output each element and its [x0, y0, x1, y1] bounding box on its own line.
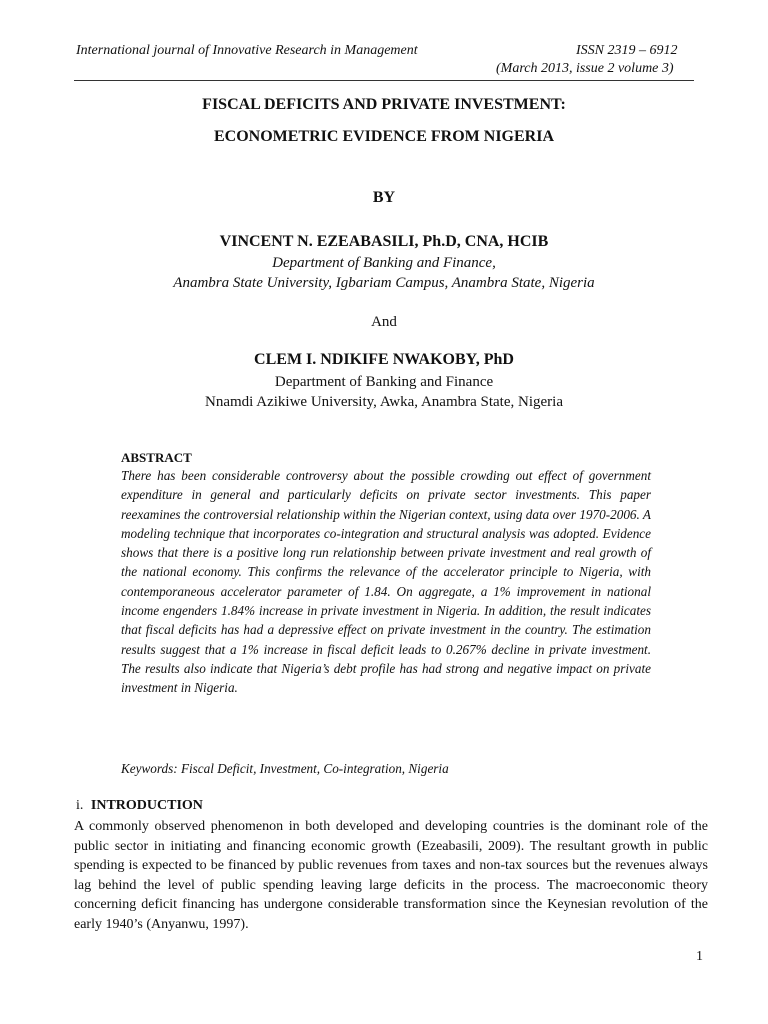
- author-1-name: VINCENT N. EZEABASILI, Ph.D, CNA, HCIB: [219, 233, 549, 250]
- introduction-heading: [76, 798, 203, 814]
- author-2-university: Nnamdi Azikiwe University, Awka, Anambra State, Nigeria: [205, 394, 563, 410]
- abstract-section: [121, 450, 651, 698]
- author-2-name: CLEM I. NDIKIFE NWAKOBY, PhD: [254, 351, 514, 368]
- title-line-1: FISCAL DEFICITS AND PRIVATE INVESTMENT:: [202, 96, 566, 113]
- introduction-text: A commonly observed phenomenon in both developed and developing countries is the dominant role of the public sector in initiating and financing economic growth (Ezeabasili, 2009). The resultant growth in public spending is expected to be financed by public revenues from taxes and non-tax sources but the revenues always lag behind the level of public spending leaving large deficits in the process. The macroeconomic theory concerning deficit financing has undergone considerable transformation since the Keynesian revolution of the early 1940’s (Anyanwu, 1997).: [74, 819, 708, 932]
- by-label: BY: [372, 189, 396, 206]
- issn: ISSN 2319 – 6912: [576, 43, 678, 58]
- and-separator: And: [371, 314, 397, 330]
- author-1-department: Department of Banking and Finance,: [272, 255, 496, 271]
- keywords: Keywords: Fiscal Deficit, Investment, Co-integration, Nigeria: [121, 761, 449, 776]
- journal-name: International journal of Innovative Research in Management: [76, 43, 418, 58]
- abstract-text: There has been considerable controversy about the possible crowding out effect of government expenditure in general and particularly deficits on private sector investments. This paper reexamines the controversial relationship within the Nigerian context, using data over 1970-2006. A modeling technique that incorporates co-integration and structural analysis was adopted. Evidence shows that there is a positive long run relationship between private investment and real growth of the national economy. This confirms the relevance of the accelerator principle to Nigeria, with contemporaneous accelerator parameter of 1.84. On aggregate, a 1% improvement in national income engenders 1.84% increase in private investment in Nigeria. In addition, the result indicates that fiscal deficits has had a depressive effect on private investment in the country. The estimation results suggest that a 1% increase in fiscal deficit leads to 0.267% decline in private investment. The results also indicate that Nigeria’s debt profile has had strong and negative impact on private investment in Nigeria.: [121, 468, 651, 696]
- page-number: 1: [696, 949, 703, 964]
- author-2-department: Department of Banking and Finance: [274, 374, 494, 390]
- issue-info: (March 2013, issue 2 volume 3): [496, 61, 674, 76]
- header-rule: [74, 80, 694, 81]
- section-number: i.: [76, 798, 84, 813]
- title-line-2: ECONOMETRIC EVIDENCE FROM NIGERIA: [213, 128, 555, 145]
- abstract-heading: ABSTRACT: [121, 450, 192, 465]
- section-title: INTRODUCTION: [90, 798, 203, 813]
- author-1-university: Anambra State University, Igbariam Campus, Anambra State, Nigeria: [173, 275, 595, 291]
